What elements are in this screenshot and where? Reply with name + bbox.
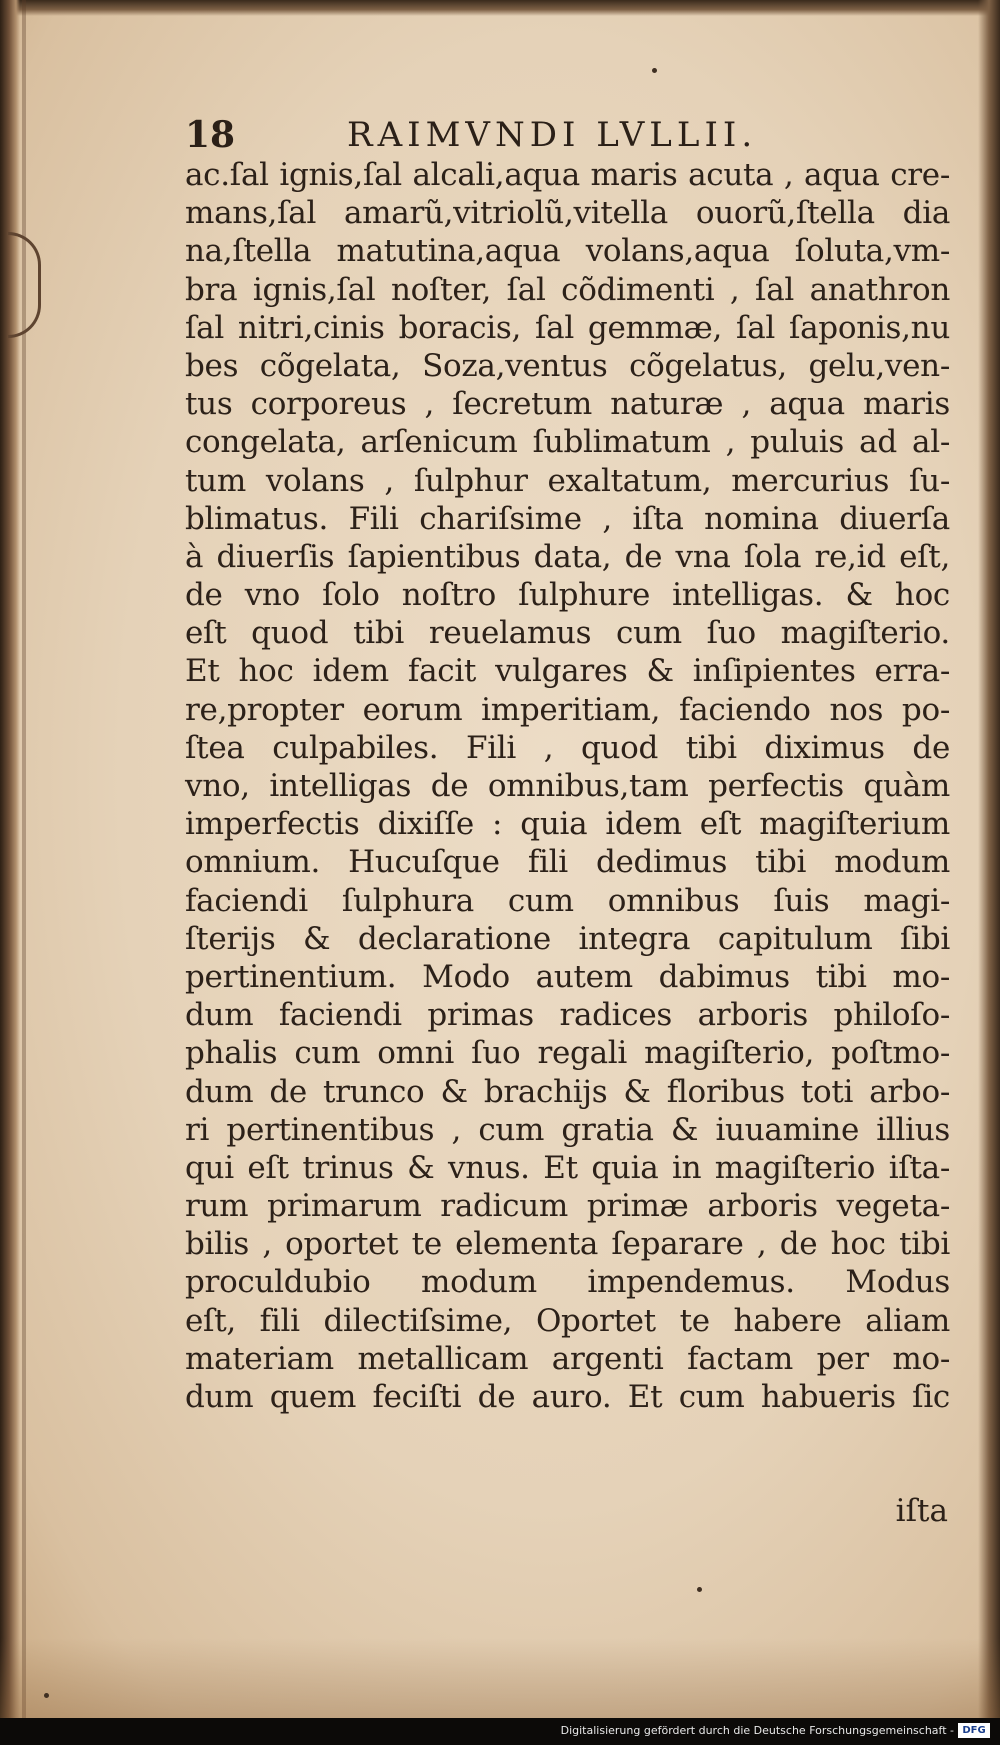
text-line: re,propter eorum imperitiam, faciendo nos po- bbox=[185, 691, 950, 728]
text-line: na,ſtella matutina,aqua volans,aqua ſoluta,vm- bbox=[185, 233, 950, 270]
text-line: tum volans , ſulphur exaltatum, mercurius ſu- bbox=[185, 462, 950, 499]
binding-clasp-mark bbox=[8, 232, 41, 338]
text-line: ſtea culpabiles. Fili , quod tibi diximus de bbox=[185, 729, 950, 766]
running-title: RAIMVNDI LVLLII. bbox=[347, 115, 758, 155]
text-line: ſal nitri,cinis boracis, ſal gemmæ, ſal ſaponis,nu bbox=[185, 309, 950, 346]
text-line: faciendi ſulphura cum omnibus ſuis magi- bbox=[185, 882, 950, 919]
page-header bbox=[185, 113, 765, 157]
page-number: 18 bbox=[185, 114, 236, 156]
text-line: à diuerſis ſapientibus data, de vna ſola re,id eſt, bbox=[185, 538, 950, 575]
text-line: bes cõgelata, Soza,ventus cõgelatus, gelu,ven- bbox=[185, 347, 950, 384]
text-line: mans,ſal amarũ,vitriolũ,vitella ouorũ,ſtella dia bbox=[185, 195, 950, 232]
ink-speck bbox=[44, 1693, 49, 1698]
ink-speck bbox=[697, 1587, 702, 1592]
text-line: ac.ſal ignis,ſal alcali,aqua maris acuta , aqua cre- bbox=[185, 157, 950, 193]
text-line: dum de trunco & brachijs & floribus toti arbo- bbox=[185, 1073, 950, 1110]
text-line: dum faciendi primas radices arboris philoſo- bbox=[185, 997, 950, 1034]
page-bottom-shade bbox=[0, 1638, 1000, 1718]
text-line: imperfectis dixiſſe : quia idem eſt magiſterium bbox=[185, 806, 950, 843]
text-line: omnium. Hucuſque fili dedimus tibi modum bbox=[185, 844, 950, 881]
ink-speck bbox=[652, 68, 657, 73]
text-line: ſterijs & declaratione integra capitulum ſibi bbox=[185, 920, 950, 957]
text-line: proculdubio modum impendemus. Modus bbox=[185, 1264, 950, 1301]
text-line: bilis , oportet te elementa ſeparare , de hoc tibi bbox=[185, 1226, 950, 1263]
text-line: eſt quod tibi reuelamus cum ſuo magiſterio. bbox=[185, 615, 950, 652]
page-top-edge bbox=[0, 0, 1000, 16]
body-text bbox=[185, 156, 950, 1416]
text-line: vno, intelligas de omnibus,tam perfectis quàm bbox=[185, 768, 950, 804]
text-line: congelata, arſenicum ſublimatum , puluis ad al- bbox=[185, 424, 950, 461]
funding-credit: Digitalisierung gefördert durch die Deutsche Forschungsgemeinschaft - bbox=[560, 1724, 954, 1737]
text-line: blimatus. Fili chariſsime , iſta nomina diuerſa bbox=[185, 500, 950, 537]
text-line: qui eſt trinus & vnus. Et quia in magiſterio iſta- bbox=[185, 1149, 950, 1186]
text-line: materiam metallicam argenti factam per mo- bbox=[185, 1340, 950, 1377]
text-line: dum quem feciſti de auro. Et cum habueris ſic bbox=[185, 1379, 950, 1415]
text-line: ri pertinentibus , cum gratia & iuuamine illius bbox=[185, 1111, 950, 1148]
text-line: Et hoc idem facit vulgares & inſipientes erra- bbox=[185, 653, 950, 690]
text-line: rum primarum radicum primæ arboris vegeta- bbox=[185, 1188, 950, 1225]
catchword: iſta bbox=[895, 1493, 948, 1529]
text-line: de vno ſolo noſtro ſulphure intelligas. & hoc bbox=[185, 577, 950, 614]
dfg-logo: DFG bbox=[958, 1723, 990, 1738]
text-line: pertinentium. Modo autem dabimus tibi mo- bbox=[185, 958, 950, 995]
text-line: tus corporeus , ſecretum naturæ , aqua maris bbox=[185, 386, 950, 423]
text-line: phalis cum omni ſuo regali magiſterio, poſtmo- bbox=[185, 1035, 950, 1072]
text-line: bra ignis,ſal noſter, ſal cõdimenti , ſal anathron bbox=[185, 271, 950, 308]
text-line: eſt, fili dilectiſsime, Oportet te habere aliam bbox=[185, 1302, 950, 1339]
page-right-edge bbox=[978, 0, 1000, 1718]
